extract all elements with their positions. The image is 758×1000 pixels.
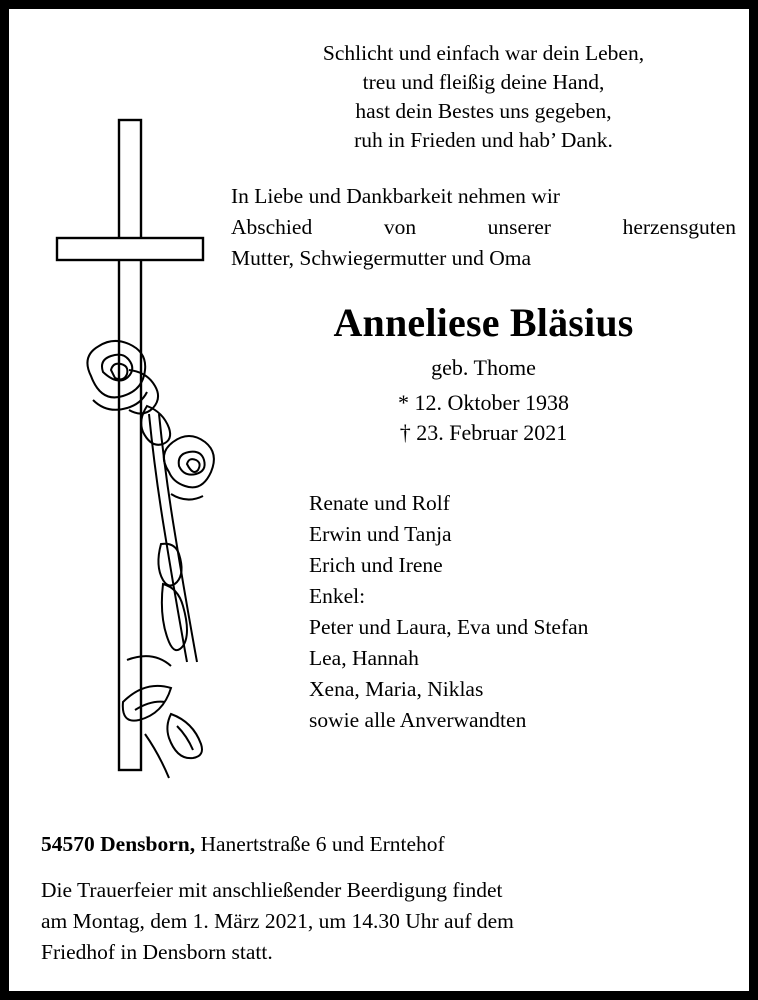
service-line-2: am Montag, dem 1. März 2021, um 14.30 Uhr auf dem [41,909,514,933]
family-line: Erich und Irene [309,553,443,577]
verse-line-1: Schlicht und einfach war dein Leben, [322,41,645,65]
notice-text-column [231,39,736,736]
service-line-3: Friedhof in Densborn statt. [41,940,273,964]
dates-block [231,388,736,448]
verse-line-2: treu und fleißig deine Hand, [362,70,605,94]
family-line: sowie alle Anverwandten [309,708,527,732]
family-line: Renate und Rolf [309,491,450,515]
verse-line-4: ruh in Frieden und hab’ Dank. [354,128,613,152]
intro-word-4: herzensguten [622,215,736,239]
maiden-name: geb. Thome [431,355,536,380]
intro-word-1: Abschied [231,215,313,239]
family-line: Erwin und Tanja [309,522,452,546]
cross-with-roses-artwork [31,114,231,784]
intro-line-3: Mutter, Schwiegermutter und Oma [231,246,532,270]
intro-line-2 [231,212,736,243]
birth-date: * 12. Oktober 1938 [397,390,570,415]
intro-word-2: von [383,215,417,239]
intro-line-1: In Liebe und Dankbarkeit nehmen wir [231,184,560,208]
verse-block [231,39,736,155]
deceased-name: Anneliese Bläsius [333,300,634,345]
address-line [41,829,729,859]
obituary-card [9,9,749,991]
intro-word-3: unserer [487,215,551,239]
address-street: Hanertstraße 6 und Erntehof [195,832,445,856]
cross-icon [57,120,203,770]
footer-block [41,829,729,968]
intro-block [231,181,736,274]
family-line: Peter und Laura, Eva und Stefan [309,615,589,639]
family-list [231,488,736,736]
verse-line-3: hast dein Bestes uns gegeben, [355,99,612,123]
death-date: † 23. Februar 2021 [399,420,568,445]
family-line: Lea, Hannah [309,646,419,670]
family-line: Xena, Maria, Niklas [309,677,484,701]
service-info [41,875,729,968]
service-line-1: Die Trauerfeier mit anschließender Beerdigung findet [41,878,503,902]
address-city: 54570 Densborn, [41,832,196,856]
roses-icon [87,341,213,778]
family-line: Enkel: [309,584,366,608]
